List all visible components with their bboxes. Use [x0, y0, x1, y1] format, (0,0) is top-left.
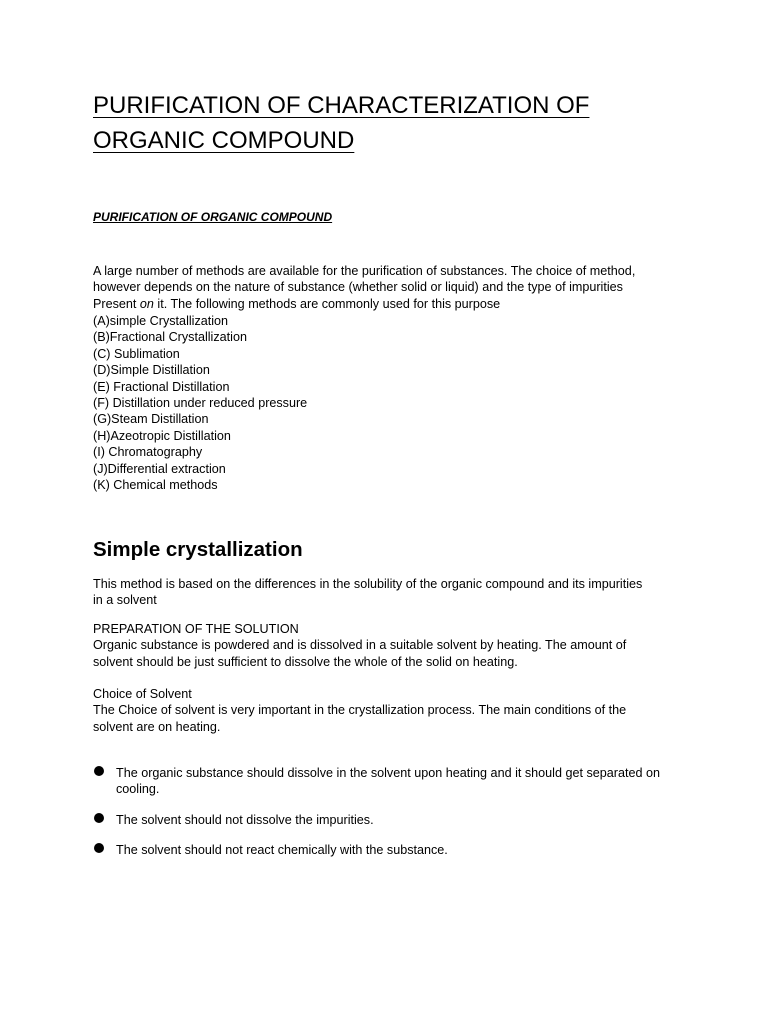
bullet-icon — [94, 843, 104, 853]
list-item-line: The solvent should not react chemically with the substance. — [116, 843, 448, 858]
method-item: (C) Sublimation — [93, 346, 180, 361]
method-item: (H)Azeotropic Distillation — [93, 428, 231, 443]
list-item — [93, 842, 693, 858]
preparation-heading: PREPARATION OF THE SOLUTION — [93, 622, 299, 636]
solvent-line-1: The Choice of solvent is very important in the crystallization process. The main conditions of the — [93, 703, 627, 718]
solubility-line-1: This method is based on the differences in the solubility of the organic compound and its impurities — [93, 577, 643, 591]
method-item: (F) Distillation under reduced pressure — [93, 396, 308, 411]
conditions-list — [93, 765, 693, 873]
solubility-paragraph — [93, 576, 683, 609]
title-line-2: ORGANIC COMPOUND — [93, 127, 355, 154]
method-item: (D)Simple Distillation — [93, 363, 210, 378]
method-item: (E) Fractional Distillation — [93, 379, 230, 394]
method-item: (B)Fractional Crystallization — [93, 330, 247, 345]
section-heading: Simple crystallization — [93, 538, 303, 561]
method-item: (J)Differential extraction — [93, 461, 226, 476]
document-title — [93, 88, 693, 158]
intro-line-2: however depends on the nature of substance (whether solid or liquid) and the type of impurities — [93, 280, 623, 295]
bullet-icon — [94, 813, 104, 823]
list-item-line: The organic substance should dissolve in the solvent upon heating and it should get separated on — [116, 766, 661, 780]
intro-line-3 — [93, 296, 683, 312]
solvent-paragraph — [93, 686, 683, 735]
preparation-line-2: solvent should be just sufficient to dissolve the whole of the solid on heating. — [93, 654, 518, 669]
intro-line-1: A large number of methods are available for the purification of substances. The choice of method, — [93, 264, 636, 278]
bullet-icon — [94, 766, 104, 776]
list-item-line: cooling. — [116, 782, 160, 797]
subheading: PURIFICATION OF ORGANIC COMPOUND — [93, 210, 333, 224]
intro-line-3-emphasis: on — [139, 296, 154, 311]
intro-line-3-pre: Present — [93, 296, 140, 311]
title-line-1: PURIFICATION OF CHARACTERIZATION OF — [93, 92, 590, 119]
method-item: (I) Chromatography — [93, 445, 203, 460]
method-item: (K) Chemical methods — [93, 478, 218, 493]
list-item — [93, 812, 693, 828]
list-item-line: The solvent should not dissolve the impurities. — [116, 812, 374, 827]
intro-paragraph — [93, 263, 683, 312]
solvent-heading: Choice of Solvent — [93, 687, 192, 701]
solubility-line-2: in a solvent — [93, 593, 157, 608]
method-item: (G)Steam Distillation — [93, 412, 209, 427]
method-item: (A)simple Crystallization — [93, 314, 229, 328]
solvent-line-2: solvent are on heating. — [93, 719, 221, 734]
intro-line-3-post: it. The following methods are commonly used for this purpose — [153, 296, 501, 311]
preparation-paragraph — [93, 621, 683, 670]
list-item — [93, 765, 693, 798]
preparation-line-1: Organic substance is powdered and is dissolved in a suitable solvent by heating. The amount of — [93, 638, 627, 653]
methods-list — [93, 313, 683, 493]
